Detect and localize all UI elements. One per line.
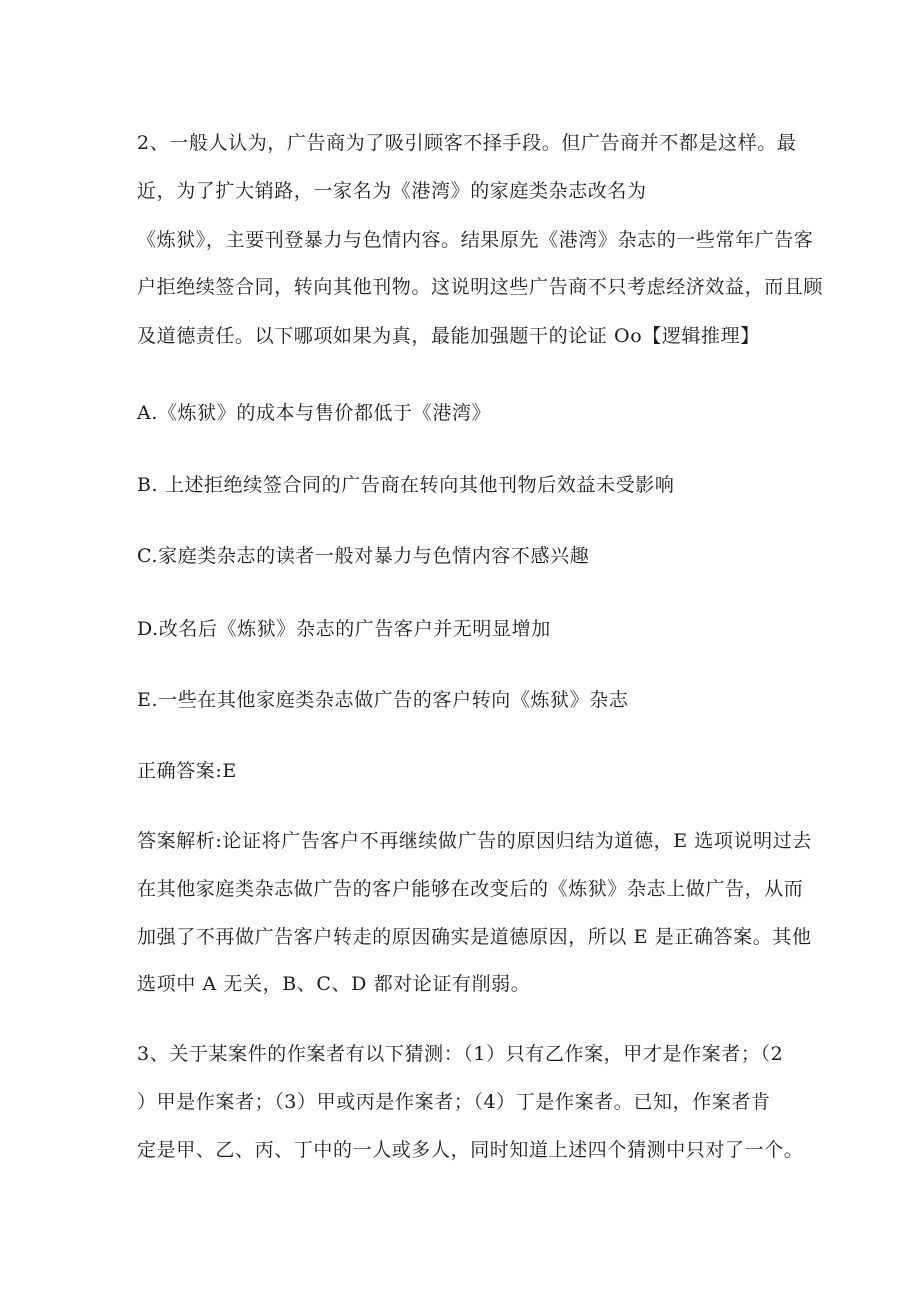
q2-stem-line-4: 户拒绝续签合同，转向其他刊物。这说明这些广告商不只考虑经济效益，而且顾 <box>137 276 824 298</box>
q2-option-a: A.《炼狱》的成本与售价都低于《港湾》 <box>137 402 492 424</box>
q3-stem-line-2: ）甲是作案者；（3）甲或丙是作案者；（4）丁是作案者。已知，作案者肯 <box>137 1091 771 1113</box>
q2-option-c: C.家庭类杂志的读者一般对暴力与色情内容不感兴趣 <box>137 545 590 567</box>
q2-option-b: B. 上述拒绝续签合同的广告商在转向其他刊物后效益未受影响 <box>137 474 675 496</box>
q2-stem-line-2: 近，为了扩大销路，一家名为《港湾》的家庭类杂志改名为 <box>137 180 647 202</box>
q2-analysis-line-3: 加强了不再做广告客户转走的原因确实是道德原因，所以 E 是正确答案。其他 <box>137 926 812 948</box>
q2-stem-line-5: 及道德责任。以下哪项如果为真，最能加强题干的论证 Oo【逻辑推理】 <box>137 325 760 347</box>
q2-stem-line-1: 2、一般人认为，广告商为了吸引顾客不择手段。但广告商并不都是这样。最 <box>137 132 797 154</box>
q3-stem-line-1: 3、关于某案件的作案者有以下猜测：（1）只有乙作案，甲才是作案者；（2 <box>137 1043 784 1065</box>
q2-stem-line-3: 《炼狱》，主要刊登暴力与色情内容。结果原先《港湾》杂志的一些常年广告客 <box>137 229 814 251</box>
q2-correct-answer: 正确答案:E <box>137 760 237 782</box>
q2-analysis-line-1: 答案解析:论证将广告客户不再继续做广告的原因归结为道德，E 选项说明过去 <box>137 830 812 852</box>
q3-stem-line-3: 定是甲、乙、丙、丁中的一人或多人，同时知道上述四个猜测中只对了一个。 <box>137 1139 804 1161</box>
q2-analysis-line-4: 选项中 A 无关，B、C、D 都对论证有削弱。 <box>137 973 531 995</box>
q2-analysis-line-2: 在其他家庭类杂志做广告的客户能够在改变后的《炼狱》杂志上做广告，从而 <box>137 878 804 900</box>
q2-option-e: E.一些在其他家庭类杂志做广告的客户转向《炼狱》杂志 <box>137 689 629 711</box>
q2-option-d: D.改名后《炼狱》杂志的广告客户并无明显增加 <box>137 618 551 640</box>
